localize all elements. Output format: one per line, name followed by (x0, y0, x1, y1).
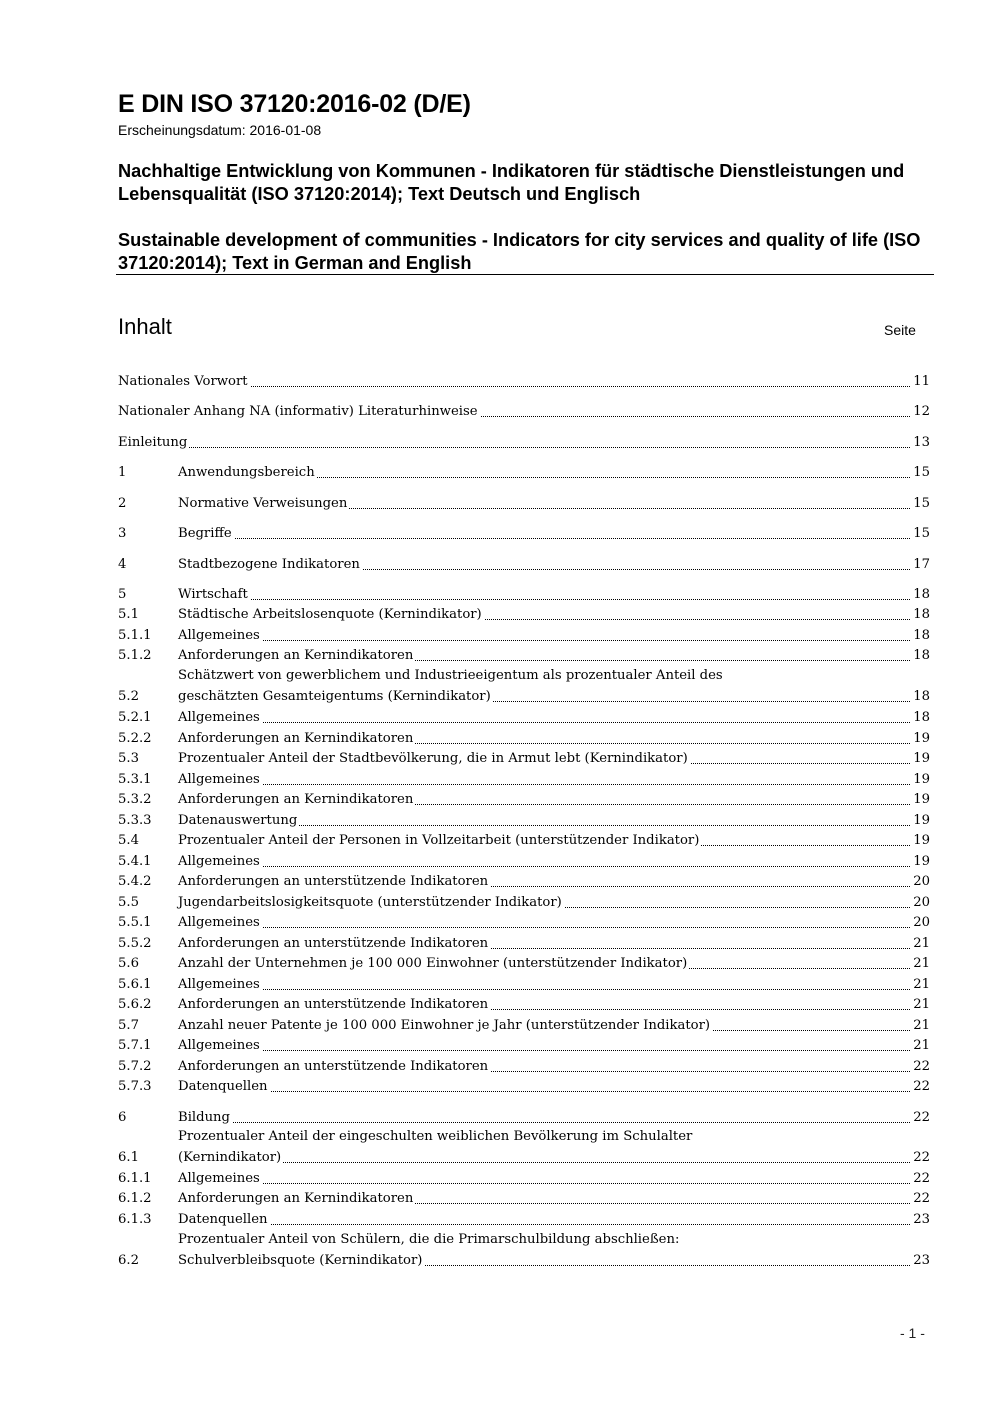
toc-entry-page: 18 (912, 707, 930, 728)
toc-entry-title: Stadtbezogene Indikatoren (178, 554, 362, 575)
toc-entry-number: 5.2.2 (118, 731, 152, 746)
toc-entry-page: 22 (912, 1107, 930, 1128)
toc-entry-page: 11 (912, 371, 930, 392)
toc-entry[interactable] (118, 645, 930, 666)
toc-entry-number: 5.5.2 (118, 936, 152, 951)
publication-date: Erscheinungsdatum: 2016-01-08 (118, 122, 322, 138)
toc-entry-number: 5.7 (118, 1018, 139, 1033)
toc-entry[interactable] (118, 625, 930, 646)
toc-entry-page: 18 (912, 686, 930, 707)
toc-entry[interactable] (118, 810, 930, 831)
toc-entry-title: geschätzten Gesamteigentums (Kernindikator) (178, 686, 493, 707)
toc-entry-number: 5.6.1 (118, 977, 152, 992)
toc-entry-number: 6.2 (118, 1253, 139, 1268)
toc-entry[interactable] (118, 401, 930, 422)
toc-entry-page: 22 (912, 1056, 930, 1077)
toc-entry-page: 22 (912, 1188, 930, 1209)
toc-entry-title: Datenauswertung (178, 810, 299, 831)
toc-entry-number: 1 (118, 465, 127, 480)
toc-entry-title: Jugendarbeitslosigkeitsquote (unterstützender Indikator) (178, 892, 564, 913)
toc-entry-number: 5.4.1 (118, 854, 152, 869)
toc-entry-number: 5.5 (118, 895, 139, 910)
toc-entry-title: Datenquellen (178, 1076, 270, 1097)
toc-dot-leader (178, 538, 910, 539)
toc-entry-page: 12 (912, 401, 930, 422)
toc-entry-title: Prozentualer Anteil der Personen in Vollzeitarbeit (unterstützender Indikator) (178, 830, 701, 851)
toc-entry-title: Allgemeines (178, 912, 262, 933)
toc-entry[interactable] (118, 748, 930, 769)
toc-entry-page: 22 (912, 1076, 930, 1097)
toc-entry-number: 6.1.2 (118, 1191, 152, 1206)
toc-entry[interactable] (118, 789, 930, 810)
toc-dot-leader (178, 1183, 910, 1184)
toc-entry[interactable] (118, 830, 930, 851)
toc-entry[interactable] (118, 462, 930, 483)
toc-entry-page: 21 (912, 1035, 930, 1056)
toc-entry-page: 21 (912, 933, 930, 954)
toc-entry-page: 18 (912, 584, 930, 605)
toc-entry-title: Anforderungen an Kernindikatoren (178, 1188, 415, 1209)
toc-dot-leader (178, 1050, 910, 1051)
toc-entry-number: 5.3.3 (118, 813, 152, 828)
toc-entry-title: Nationales Vorwort (118, 371, 250, 392)
toc-entry-number: 6.1.3 (118, 1212, 152, 1227)
toc-entry-page: 18 (912, 604, 930, 625)
toc-entry[interactable] (118, 933, 930, 954)
toc-entry[interactable] (118, 1015, 930, 1036)
toc-entry-page: 19 (912, 810, 930, 831)
toc-entry-page: 19 (912, 728, 930, 749)
toc-entry-title: Bildung (178, 1107, 232, 1128)
toc-entry-number: 5.7.3 (118, 1079, 152, 1094)
toc-entry[interactable] (118, 432, 930, 453)
toc-entry-page: 15 (912, 493, 930, 514)
toc-entry-title: Städtische Arbeitslosenquote (Kernindikator) (178, 604, 484, 625)
toc-entry-number: 6 (118, 1110, 127, 1125)
toc-entry-title: Allgemeines (178, 1168, 262, 1189)
toc-entry[interactable] (118, 912, 930, 933)
toc-entry-page: 18 (912, 625, 930, 646)
toc-entry-title: Allgemeines (178, 851, 262, 872)
toc-entry-page: 22 (912, 1147, 930, 1168)
toc-entry-title: Anforderungen an unterstützende Indikatoren (178, 994, 490, 1015)
toc-dot-leader (178, 599, 910, 600)
toc-entry-title: Anforderungen an unterstützende Indikatoren (178, 871, 490, 892)
toc-dot-leader (178, 927, 910, 928)
toc-entry-title-line1: Schätzwert von gewerblichem und Industrieeigentum als prozentualer Anteil des (178, 668, 723, 683)
toc-entry[interactable] (118, 668, 930, 707)
toc-entry[interactable] (118, 1076, 930, 1097)
toc-entry-title: Datenquellen (178, 1209, 270, 1230)
toc-dot-leader (178, 1122, 910, 1123)
toc-entry-number: 5.4.2 (118, 874, 152, 889)
toc-entry-page: 19 (912, 769, 930, 790)
toc-entry[interactable] (118, 1209, 930, 1230)
toc-entry-title: Anwendungsbereich (178, 462, 317, 483)
title-german: Nachhaltige Entwicklung von Kommunen - Indikatoren für städtische Dienstleistungen und Lebensqualität (ISO 37120:2014); Text Deutsch und Englisch (118, 161, 905, 204)
toc-entry-page: 19 (912, 851, 930, 872)
toc-dot-leader (178, 1091, 910, 1092)
toc-entry[interactable] (118, 953, 930, 974)
toc-entry[interactable] (118, 871, 930, 892)
toc-entry-page: 15 (912, 462, 930, 483)
toc-dot-leader (178, 989, 910, 990)
toc-dot-leader (178, 866, 910, 867)
toc-entry-number: 5.3.2 (118, 792, 152, 807)
toc-entry-number: 6.1.1 (118, 1171, 152, 1186)
toc-dot-leader (178, 1162, 910, 1163)
toc-entry-page: 19 (912, 789, 930, 810)
toc-entry-number: 5.1.1 (118, 628, 152, 643)
toc-entry-number: 5.6 (118, 956, 139, 971)
toc-entry[interactable] (118, 1168, 930, 1189)
toc-entry[interactable] (118, 493, 930, 514)
toc-dot-leader (178, 722, 910, 723)
toc-entry-page: 22 (912, 1168, 930, 1189)
toc-entry[interactable] (118, 584, 930, 605)
toc-entry[interactable] (118, 1035, 930, 1056)
toc-entry-number: 5.5.1 (118, 915, 152, 930)
toc-entry-title-line1: Prozentualer Anteil von Schülern, die die Primarschulbildung abschließen: (178, 1232, 680, 1247)
toc-entry-number: 4 (118, 557, 127, 572)
toc-entry[interactable] (118, 974, 930, 995)
toc-entry-page: 21 (912, 994, 930, 1015)
toc-entry-title: Schulverbleibsquote (Kernindikator) (178, 1250, 424, 1271)
toc-entry-title: Normative Verweisungen (178, 493, 349, 514)
toc-dot-leader (178, 784, 910, 785)
toc-dot-leader (178, 640, 910, 641)
toc-entry-page: 17 (912, 554, 930, 575)
toc-entry-page: 13 (912, 432, 930, 453)
toc-entry-title: Anzahl neuer Patente je 100 000 Einwohner je Jahr (unterstützender Indikator) (178, 1015, 712, 1036)
toc-entry-number: 5.7.2 (118, 1059, 152, 1074)
toc-entry-page: 21 (912, 974, 930, 995)
toc-entry-number: 5 (118, 587, 127, 602)
toc-entry[interactable] (118, 851, 930, 872)
toc-entry-title: (Kernindikator) (178, 1147, 283, 1168)
toc-entry-number: 5.4 (118, 833, 139, 848)
toc-entry-number: 5.2 (118, 689, 139, 704)
toc-entry[interactable] (118, 1232, 930, 1271)
toc-entry[interactable] (118, 1056, 930, 1077)
toc-entry-page: 19 (912, 748, 930, 769)
toc-entry[interactable] (118, 994, 930, 1015)
toc-entry-page: 15 (912, 523, 930, 544)
toc-entry-title: Nationaler Anhang NA (informativ) Literaturhinweise (118, 401, 480, 422)
toc-entry[interactable] (118, 707, 930, 728)
toc-entry-page: 23 (912, 1209, 930, 1230)
toc-entry-number: 5.3 (118, 751, 139, 766)
toc-entry-number: 5.7.1 (118, 1038, 152, 1053)
toc-entry-page: 18 (912, 645, 930, 666)
toc-entry[interactable] (118, 523, 930, 544)
toc-entry-title: Anforderungen an Kernindikatoren (178, 645, 415, 666)
toc-entry-title: Allgemeines (178, 707, 262, 728)
toc-entry-number: 5.2.1 (118, 710, 152, 725)
toc-entry[interactable] (118, 1188, 930, 1209)
toc-entry-page: 20 (912, 912, 930, 933)
toc-page-column-label: Seite (884, 322, 916, 338)
toc-entry-number: 5.3.1 (118, 772, 152, 787)
toc-entry-number: 5.1.2 (118, 648, 152, 663)
toc-entry-title: Anforderungen an unterstützende Indikatoren (178, 933, 490, 954)
toc-entry-page: 21 (912, 953, 930, 974)
toc-entry[interactable] (118, 554, 930, 575)
toc-entry-page: 20 (912, 871, 930, 892)
page-number: - 1 - (900, 1325, 925, 1341)
toc-entry-title: Prozentualer Anteil der Stadtbevölkerung, die in Armut lebt (Kernindikator) (178, 748, 690, 769)
toc-dot-leader (178, 1224, 910, 1225)
toc-heading: Inhalt (118, 314, 172, 339)
toc-entry-number: 6.1 (118, 1150, 139, 1165)
toc-entry-page: 23 (912, 1250, 930, 1271)
toc-entry[interactable] (118, 1129, 930, 1168)
toc-entry[interactable] (118, 371, 930, 392)
toc-entry-page: 21 (912, 1015, 930, 1036)
toc-entry-title: Wirtschaft (178, 584, 250, 605)
toc-entry[interactable] (118, 1107, 930, 1128)
toc-entry[interactable] (118, 769, 930, 790)
toc-entry-number: 2 (118, 496, 127, 511)
toc-entry[interactable] (118, 728, 930, 749)
toc-entry-title: Allgemeines (178, 769, 262, 790)
toc-entry-title: Anforderungen an Kernindikatoren (178, 728, 415, 749)
toc-entry[interactable] (118, 892, 930, 913)
title-english: Sustainable development of communities - Indicators for city services and quality of life (ISO 37120:2014); Text in German and English (118, 230, 921, 273)
toc-dot-leader (118, 447, 910, 448)
toc-entry-title: Allgemeines (178, 1035, 262, 1056)
toc-entry-title: Begriffe (178, 523, 234, 544)
document-id: E DIN ISO 37120:2016-02 (D/E) (118, 90, 471, 118)
toc-entry-title: Anzahl der Unternehmen je 100 000 Einwohner (unterstützender Indikator) (178, 953, 689, 974)
toc-entry[interactable] (118, 604, 930, 625)
toc-entry-title-line1: Prozentualer Anteil der eingeschulten weiblichen Bevölkerung im Schulalter (178, 1129, 693, 1144)
toc-entry-page: 20 (912, 892, 930, 913)
toc-entry-number: 5.1 (118, 607, 139, 622)
toc-entry-number: 3 (118, 526, 127, 541)
toc-entry-title: Allgemeines (178, 625, 262, 646)
toc-entry-number: 5.6.2 (118, 997, 152, 1012)
toc-entry-title: Einleitung (118, 432, 189, 453)
toc-entry-title: Allgemeines (178, 974, 262, 995)
toc-entry-page: 19 (912, 830, 930, 851)
toc-entry-title: Anforderungen an Kernindikatoren (178, 789, 415, 810)
toc-entry-title: Anforderungen an unterstützende Indikatoren (178, 1056, 490, 1077)
